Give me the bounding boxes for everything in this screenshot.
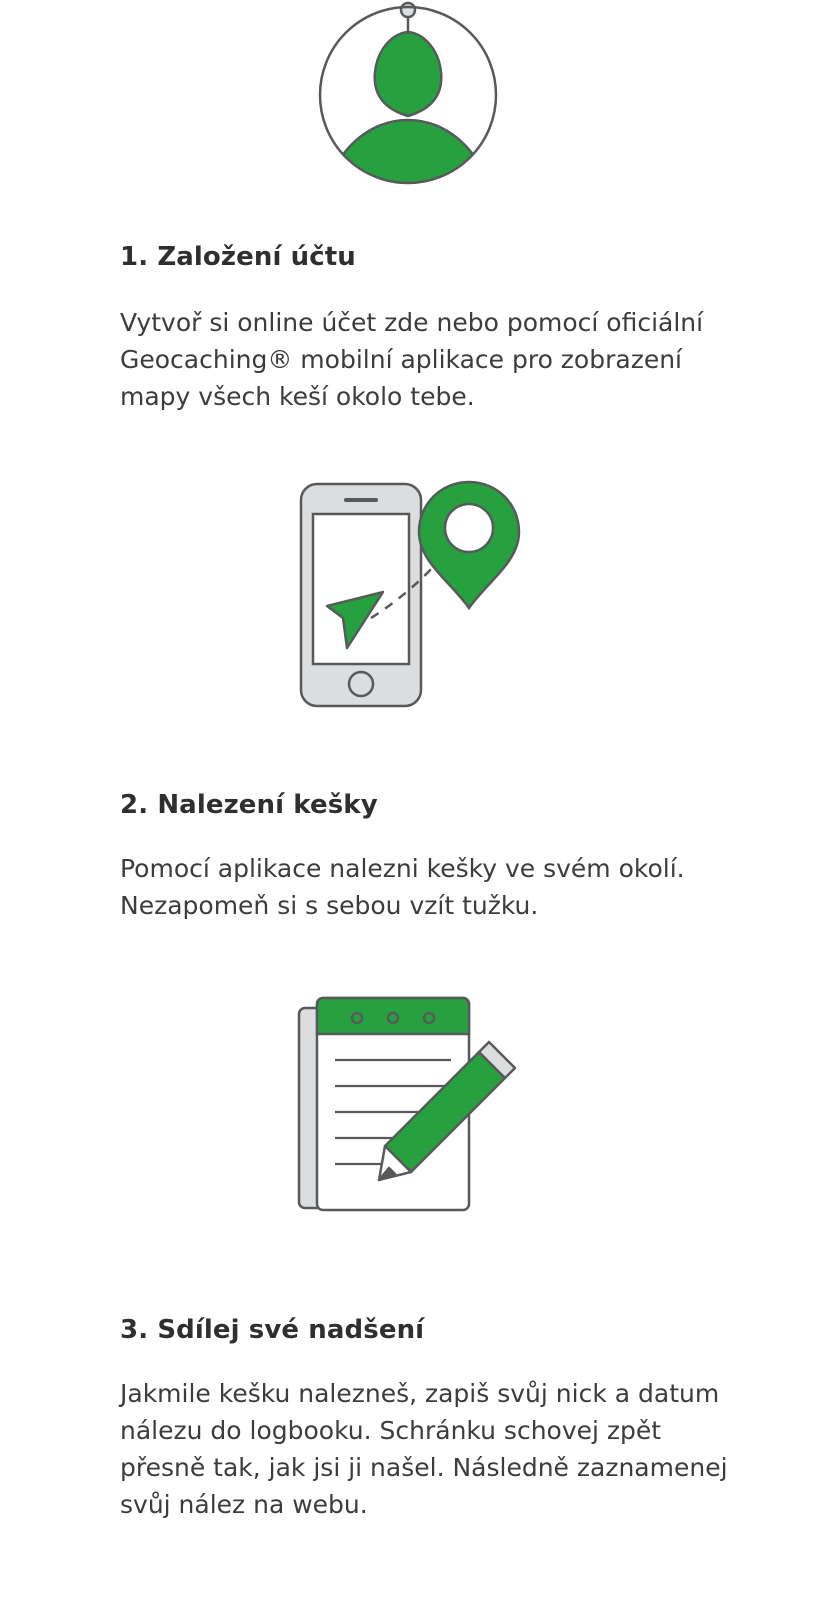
step-3-illustration (0, 990, 816, 1255)
step-1-body: Vytvoř si online účet zde nebo pomocí oficiální Geocaching® mobilní aplikace pro zobrazení mapy všech keší okolo tebe. (120, 308, 704, 411)
step-2-title: 2. Nalezení kešky (120, 790, 378, 820)
logbook-pencil-icon (283, 990, 533, 1230)
step-3-title: 3. Sdílej své nadšení (120, 1315, 425, 1345)
step-2-illustration (0, 470, 816, 750)
geocaching-container-avatar-icon (313, 0, 503, 190)
step-3 (0, 990, 816, 1548)
phone-map-pin-icon (283, 470, 533, 720)
step-1-illustration (0, 0, 816, 200)
step-2-body: Pomocí aplikace nalezni kešky ve svém okolí. Nezapomeň si s sebou vzít tužku. (120, 854, 685, 920)
step-1-title: 1. Založení účtu (120, 242, 356, 272)
step-1 (0, 0, 816, 440)
step-2 (0, 470, 816, 949)
step-3-body: Jakmile kešku nalezneš, zapiš svůj nick a datum nálezu do logbooku. Schránku schovej zpět přesně tak, jak jsi ji našel. Následně zaznamenej svůj nález na webu. (120, 1379, 728, 1519)
